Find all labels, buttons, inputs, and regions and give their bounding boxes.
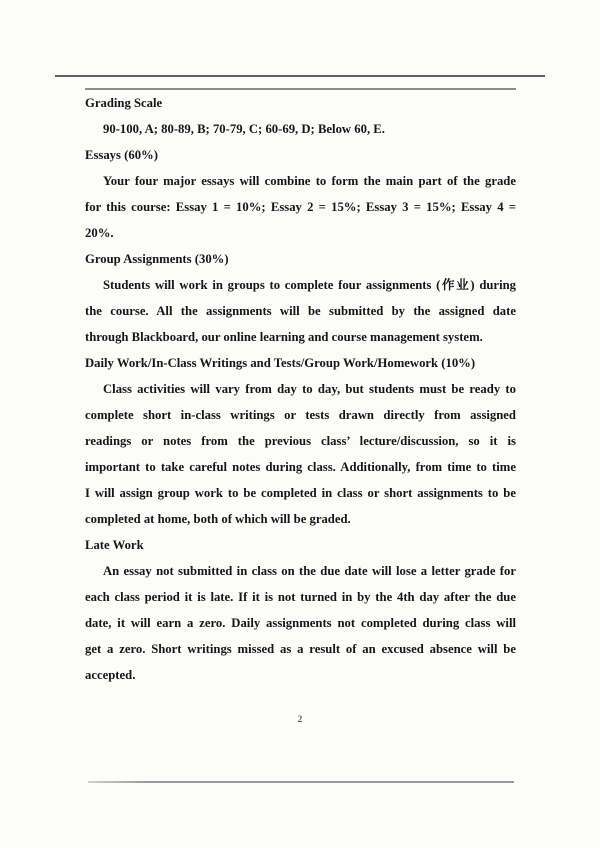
text-line: date, it will earn a zero. Daily assignments not completed during class will [85,616,516,630]
section-heading: Essays (60%) [85,148,158,162]
text-line: I will assign group work to be completed in class or short assignments to be [85,486,516,500]
text-line: readings or notes from the previous class’ lecture/discussion, so it is [85,434,516,448]
document-body [85,90,516,688]
page-number: 2 [297,714,303,724]
text-line: Students will work in groups to complete four assignments (作业) during [103,278,516,292]
text-line: accepted. [85,668,136,682]
text-line: important to take careful notes during class. Additionally, from time to time [85,460,516,474]
text-line: 20%. [85,226,114,240]
text-line: complete short in-class writings or tests drawn directly from assigned [85,408,516,422]
footer-line [88,781,514,783]
text-line: each class period it is late. If it is not turned in by the 4th day after the due [85,590,516,604]
section-heading: Grading Scale [85,96,163,110]
text-line: Class activities will vary from day to day, but students must be ready to [103,382,516,396]
text-line: An essay not submitted in class on the due date will lose a letter grade for [103,564,516,578]
top-border-line [55,75,545,77]
text-line: completed at home, both of which will be graded. [85,512,351,526]
text-line: for this course: Essay 1 = 10%; Essay 2 = 15%; Essay 3 = 15%; Essay 4 = [85,200,516,214]
text-line: through Blackboard, our online learning and course management system. [85,330,483,344]
text-line: 90-100, A; 80-89, B; 70-79, C; 60-69, D; Below 60, E. [103,122,385,136]
section-heading: Group Assignments (30%) [85,252,229,266]
section-heading: Daily Work/In-Class Writings and Tests/Group Work/Homework (10%) [85,356,476,370]
text-line: the course. All the assignments will be submitted by the assigned date [85,304,516,318]
text-line: Your four major essays will combine to form the main part of the grade [103,174,516,188]
section-heading: Late Work [85,538,144,552]
text-line: get a zero. Short writings missed as a result of an excused absence will be [85,642,516,656]
